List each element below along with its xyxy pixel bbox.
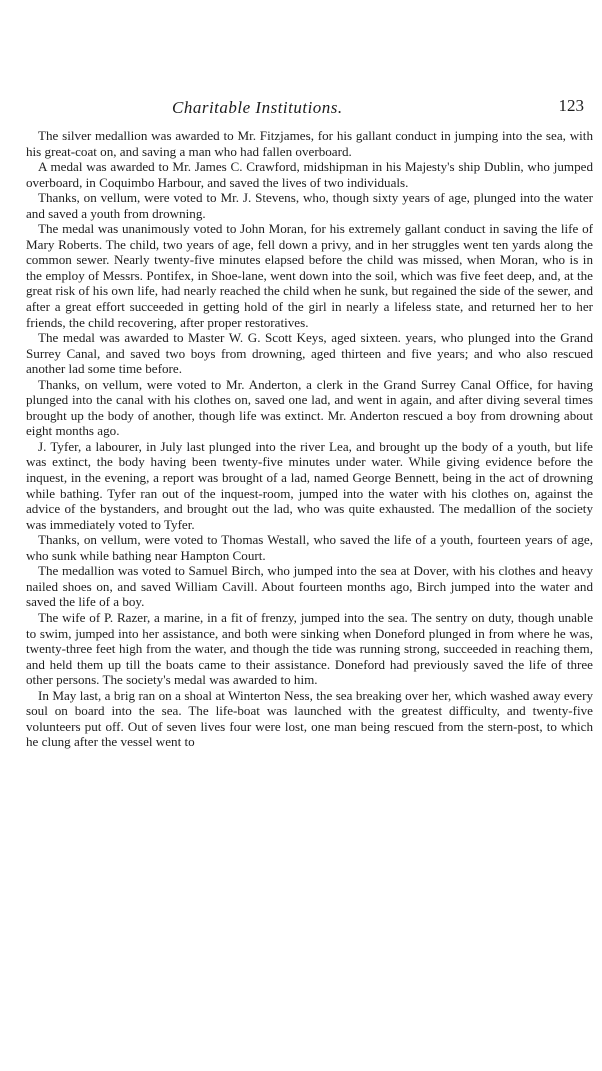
running-title: Charitable Institutions. [172, 98, 343, 117]
paragraph-winterton: In May last, a brig ran on a shoal at Winterton Ness, the sea breaking over her, which washed away every soul on board into the sea. The life-boat was launched with the greatest difficulty, and twenty-five volunteers put off. Out of seven lives four were lost, one man being rescued from the stern-post, to which he clung after the vessel went to [26, 687, 593, 750]
paragraph-crawford: A medal was awarded to Mr. James C. Crawford, midshipman in his Majesty's ship Dublin, who jumped overboard, in Coquimbo Harbour, and saved the lives of two individuals. [26, 159, 593, 190]
paragraph-stevens: Thanks, on vellum, were voted to Mr. J. Stevens, who, though sixty years of age, plunged into the water and saved a youth from drowning. [26, 190, 593, 221]
body-text [26, 128, 593, 750]
paragraph-doneford: The wife of P. Razer, a marine, in a fit of frenzy, jumped into the sea. The sentry on duty, though unable to swim, jumped into her assistance, and both were sinking when Doneford plunged in from where he was, twenty-three feet high from the water, and though the tide was running strong, succeeded in reaching them, and held them up till the boats came to their assistance. Doneford had previously saved the life of three other persons. The society's medal was awarded to him. [26, 609, 593, 688]
paragraph-keys: The medal was awarded to Master W. G. Scott Keys, aged sixteen. years, who plunged into the Grand Surrey Canal, and saved two boys from drowning, aged thirteen and five years; and who also rescued another lad some time before. [26, 330, 593, 377]
paragraph-fitzjames: The silver medallion was awarded to Mr. Fitzjames, for his gallant conduct in jumping into the sea, with his great-coat on, and saving a man who had fallen overboard. [26, 128, 593, 159]
paragraph-moran: The medal was unanimously voted to John Moran, for his extremely gallant conduct in saving the life of Mary Roberts. The child, two years of age, fell down a privy, and in her struggles went ten yards along the common sewer. Nearly twenty-five minutes elapsed before the child was missed, when Moran, who is in the employ of Messrs. Pontifex, in Shoe-lane, went down into the soil, which was five feet deep, and, at the great risk of his own life, had nearly reached the child when he sunk, but regained the side of the sewer, and after a great effort succeeded in getting hold of the girl in nearly a lifeless state, and returned her to her friends, the child recovering, after proper restoratives. [26, 221, 593, 330]
paragraph-birch: The medallion was voted to Samuel Birch, who jumped into the sea at Dover, with his clothes and heavy nailed shoes on, and saved William Cavill. About fourteen months ago, Birch jumped into the water and saved the life of a boy. [26, 563, 593, 610]
paragraph-anderton: Thanks, on vellum, were voted to Mr. Anderton, a clerk in the Grand Surrey Canal Office, for having plunged into the canal with his clothes on, saved one lad, and went in again, and after diving several times brought up the body of another, though life was extinct. Mr. Anderton rescued a boy from drowning about eight months ago. [26, 376, 593, 439]
paragraph-westall: Thanks, on vellum, were voted to Thomas Westall, who saved the life of a youth, fourteen years of age, who sunk while bathing near Hampton Court. [26, 532, 593, 563]
page-number: 123 [558, 96, 584, 115]
page-header [26, 98, 584, 122]
paragraph-tyfer: J. Tyfer, a labourer, in July last plunged into the river Lea, and brought up the body of a youth, but life was extinct, the body having been twenty-five minutes under water. While giving evidence before the inquest, in the evening, a report was brought of a lad, named George Bennett, being in the act of drowning while bathing. Tyfer ran out of the inquest-room, jumped into the water with his clothes on, against the advice of the bystanders, and brought out the lad, who was quite exhausted. The medallion of the society was immediately voted to Tyfer. [26, 438, 593, 532]
